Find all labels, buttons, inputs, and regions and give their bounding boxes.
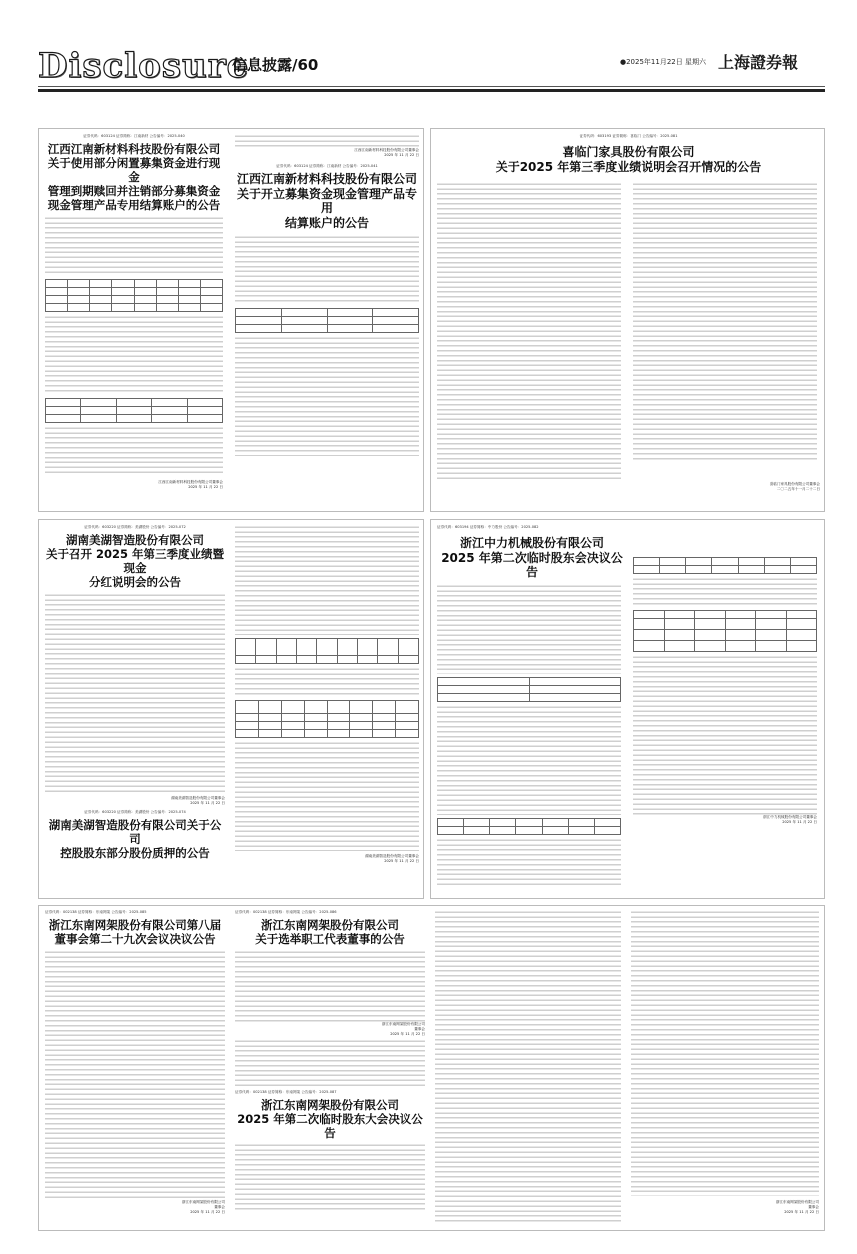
signature: 湖南美湖智造股份有限公司董事会 2025 年 11 月 22 日 — [365, 854, 419, 863]
body-text — [437, 584, 621, 674]
announcement-body-text — [45, 950, 225, 1200]
announcement-dongnan-employee-director — [235, 910, 425, 1228]
announcement-body-text-2 — [235, 336, 419, 456]
body-text-5 — [633, 655, 817, 815]
announcement-meihu-pledge — [235, 525, 419, 895]
announcement-title: 江西江南新材料科技股份有限公司 关于开立募集资金现金管理产品专用 结算账户的公告 — [236, 172, 417, 230]
announcement-body-text-3 — [45, 426, 223, 476]
signature: 浙江东南网架股份有限公司 董事会 2025 年 11 月 22 日 — [381, 1022, 425, 1037]
egm-body-text-3 — [631, 910, 819, 1196]
panel-zhongli — [430, 519, 825, 899]
body-column-2 — [633, 182, 817, 462]
masthead-rule — [38, 86, 825, 87]
panel-dongnan — [38, 905, 825, 1231]
announcement-body-text — [235, 950, 425, 1022]
vote-table-3 — [633, 610, 817, 652]
announcement-jiangnan-account-opening — [235, 134, 419, 509]
signature-continued: 江西江南新材料科技股份有限公司董事会 2025 年 11 月 22 日 — [354, 148, 419, 157]
body-column-2 — [633, 554, 817, 895]
signature: 江西江南新材料科技股份有限公司董事会 2025 年 11 月 22 日 — [158, 480, 223, 490]
announcement-title: 浙江东南网架股份有限公司第八届 董事会第二十九次会议决议公告 — [48, 918, 222, 947]
pledge-table — [235, 638, 419, 664]
announcement-zhongli-egm — [437, 525, 820, 895]
page-section-title: 信息披露/60 — [232, 56, 319, 74]
signature: 浙江东南网架股份有限公司 董事会 2025 年 11 月 22 日 — [181, 1200, 225, 1215]
announcement-jiangnan-cash-management — [45, 134, 223, 509]
announcement-title-2: 湖南美湖智造股份有限公司关于公司 控股股东部分股份质押的公告 — [48, 818, 222, 861]
signature: 浙江东南网架股份有限公司 董事会 2025 年 11 月 22 日 — [775, 1200, 819, 1214]
signature: 浙江中力机械股份有限公司董事会 2025 年 11 月 22 日 — [763, 814, 817, 824]
signature: 喜临门家具股份有限公司董事会 二〇二五年十一月二十二日 — [769, 482, 820, 492]
security-codes: 证券代码：603124 证券简称：江南新材 公告编号：2025-040 — [83, 134, 185, 138]
egm-body-text-2 — [435, 910, 621, 1224]
announcement-title: 江西江南新材料科技股份有限公司 关于使用部分闲置募集资金进行现金 管理到期赎回并注销部分募集资金 现金管理产品专用结算账户的公告 — [47, 142, 221, 213]
masthead-rule-thick — [38, 89, 825, 92]
account-table — [235, 308, 419, 333]
newspaper-name: 上海證券報 — [718, 53, 799, 72]
security-codes-2: 证券代码：002138 证券简称：东南网架 公告编号：2025-087 — [235, 1090, 337, 1095]
cumulative-pledge-table — [235, 700, 419, 738]
egm-body-column-4 — [631, 910, 819, 1228]
issue-date: ●2025年11月22日 星期六 — [620, 58, 706, 66]
masthead — [0, 0, 857, 120]
announcement-xilinmen-earnings-call — [437, 134, 820, 509]
announcement-title-2: 浙江东南网架股份有限公司 2025 年第二次临时股东大会决议公告 — [237, 1098, 423, 1141]
announcement-title: 浙江中力机械股份有限公司 2025 年第二次临时股东会决议公告 — [441, 536, 623, 580]
body-column-1 — [437, 584, 621, 895]
vote-table — [437, 818, 621, 835]
announcement-body-text — [45, 593, 225, 793]
resume-text — [235, 1039, 425, 1087]
egm-body-text — [235, 1143, 425, 1213]
security-codes: 证券代码：603193 证券简称：喜临门 公告编号：2025-081 — [579, 134, 678, 138]
panel-xilinmen — [430, 128, 825, 512]
announcement-title: 湖南美湖智造股份有限公司 关于召开 2025 年第三季度业绩暨现金 分红说明会的公告 — [45, 533, 224, 590]
security-codes-2: 证券代码：603220 证券简称：美湖股份 公告编号：2025-074 — [84, 810, 186, 815]
egm-body-column-3 — [435, 910, 621, 1228]
account-table — [45, 398, 223, 423]
announcement-dongnan-board-resolution — [45, 910, 225, 1228]
announcement-body-text-2 — [235, 667, 419, 697]
attendance-table — [437, 677, 621, 702]
security-codes: 证券代码：603220 证券简称：美湖股份 公告编号：2025-072 — [84, 525, 186, 529]
security-codes: 证券代码：603194 证券简称：中力股份 公告编号：2025-082 — [437, 525, 539, 529]
continuation-text — [235, 134, 419, 148]
announcement-body-text — [235, 235, 419, 305]
vote-table-2 — [633, 557, 817, 574]
body-column-1 — [437, 182, 621, 482]
body-text-2 — [437, 705, 621, 815]
announcement-body-text — [235, 525, 419, 635]
body-text-4 — [633, 577, 817, 607]
security-codes: 证券代码：002138 证券简称：东南网架 公告编号：2025-085 — [45, 910, 147, 914]
announcement-body-text-2 — [45, 315, 223, 395]
announcement-body-text — [45, 216, 223, 276]
panel-meihu — [38, 519, 424, 899]
security-codes: 证券代码：603124 证券简称：江南新材 公告编号：2025-041 — [276, 164, 378, 168]
body-text-3 — [437, 838, 621, 888]
announcement-meihu-earnings-call — [45, 525, 225, 895]
disclosure-logo: Disclosure — [38, 46, 250, 86]
announcement-title: 浙江东南网架股份有限公司 关于选举职工代表董事的公告 — [255, 918, 405, 947]
product-table — [45, 279, 223, 312]
security-codes: 证券代码：002138 证券简称：东南网架 公告编号：2025-086 — [235, 910, 337, 914]
announcement-title: 喜临门家具股份有限公司 关于2025 年第三季度业绩说明会召开情况的公告 — [495, 145, 762, 174]
signature: 湖南美湖智造股份有限公司董事会 2025 年 11 月 22 日 — [171, 796, 225, 806]
panel-jiangnan — [38, 128, 424, 512]
announcement-body-text-3 — [235, 741, 419, 851]
